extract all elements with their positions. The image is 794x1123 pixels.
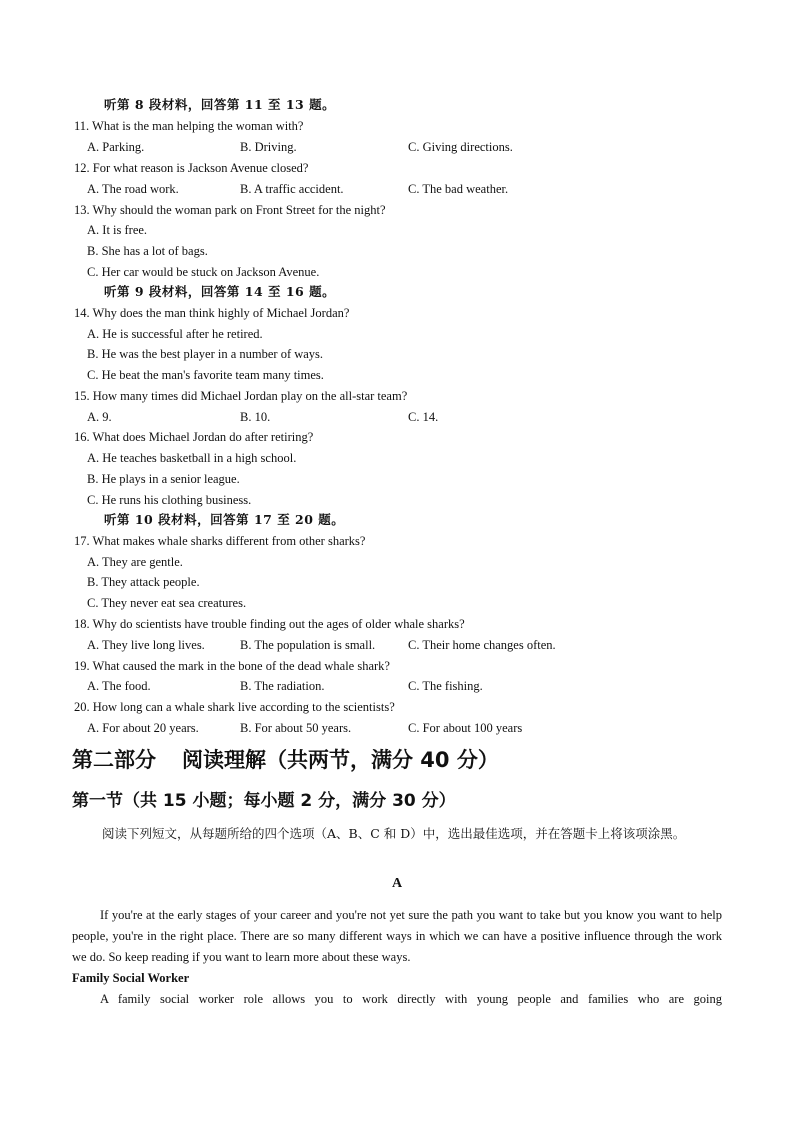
q16-option-a: A. He teaches basketball in a high school. <box>87 451 297 465</box>
question-19: 19. What caused the mark in the bone of the dead whale shark? <box>74 659 390 673</box>
question-12: 12. For what reason is Jackson Avenue closed? <box>74 161 309 175</box>
q12-option-b: B. A traffic accident. <box>240 182 344 196</box>
q19-option-c: C. The fishing. <box>408 679 483 693</box>
q18-option-b: B. The population is small. <box>240 638 376 652</box>
question-18: 18. Why do scientists have trouble finding out the ages of older whale sharks? <box>74 617 465 631</box>
passage-paragraph-1: If you're at the early stages of your career and you're not yet sure the path you want to take but you know you want to help people, you're in the right place. There are so many different ways in which we can have a positive influence through the work we do. So keep reading if you want to learn more about these ways. <box>72 908 722 964</box>
q19-option-a: A. The food. <box>87 679 151 693</box>
q18-option-a: A. They live long lives. <box>87 638 205 652</box>
q15-option-c: C. 14. <box>408 410 439 424</box>
q20-option-a: A. For about 20 years. <box>87 721 199 735</box>
q20-option-c: C. For about 100 years <box>408 721 523 735</box>
q11-option-c: C. Giving directions. <box>408 140 513 154</box>
q16-option-b: B. He plays in a senior league. <box>87 472 240 486</box>
question-13: 13. Why should the woman park on Front Street for the night? <box>74 203 386 217</box>
section-8-instruction: 听第 8 段材料，回答第 11 至 13 题。 <box>104 97 336 112</box>
passage-subheading: Family Social Worker <box>72 971 190 985</box>
question-16: 16. What does Michael Jordan do after retiring? <box>74 430 314 444</box>
q13-option-b: B. She has a lot of bags. <box>87 244 208 258</box>
section-10-instruction: 听第 10 段材料，回答第 17 至 20 题。 <box>104 512 345 527</box>
q14-option-b: B. He was the best player in a number of ways. <box>87 347 324 361</box>
question-15: 15. How many times did Michael Jordan play on the all-star team? <box>74 389 408 403</box>
q19-option-b: B. The radiation. <box>240 679 325 693</box>
q14-option-a: A. He is successful after he retired. <box>87 327 263 341</box>
question-14: 14. Why does the man think highly of Michael Jordan? <box>74 306 350 320</box>
question-11: 11. What is the man helping the woman with? <box>74 119 304 133</box>
q14-option-c: C. He beat the man's favorite team many times. <box>87 368 324 382</box>
q13-option-a: A. It is free. <box>87 223 148 237</box>
q11-option-b: B. Driving. <box>240 140 297 154</box>
passage-letter: A <box>391 876 403 891</box>
part-2-title: 阅读理解（共两节，满分 40 分） <box>182 748 499 772</box>
q16-option-c: C. He runs his clothing business. <box>87 493 252 507</box>
question-17: 17. What makes whale sharks different from other sharks? <box>74 534 366 548</box>
part-2-label: 第二部分 <box>72 748 156 772</box>
q11-option-a: A. Parking. <box>87 140 145 154</box>
q12-option-c: C. The bad weather. <box>408 182 509 196</box>
q17-option-c: C. They never eat sea creatures. <box>87 596 247 610</box>
section-9-instruction: 听第 9 段材料，回答第 14 至 16 题。 <box>104 284 336 299</box>
q15-option-a: A. 9. <box>87 410 112 424</box>
part-2-heading <box>72 746 499 774</box>
reading-instruction: 阅读下列短文，从每题所给的四个选项（A、B、C 和 D）中，选出最佳选项，并在答题卡上将该项涂黑。 <box>102 826 686 841</box>
q12-option-a: A. The road work. <box>87 182 179 196</box>
q17-option-b: B. They attack people. <box>87 575 200 589</box>
q18-option-c: C. Their home changes often. <box>408 638 556 652</box>
q13-option-c: C. Her car would be stuck on Jackson Avenue. <box>87 265 320 279</box>
question-20: 20. How long can a whale shark live according to the scientists? <box>74 700 395 714</box>
q20-option-b: B. For about 50 years. <box>240 721 352 735</box>
q17-option-a: A. They are gentle. <box>87 555 183 569</box>
section-1-heading: 第一节（共 15 小题；每小题 2 分，满分 30 分） <box>72 791 456 811</box>
q15-option-b: B. 10. <box>240 410 271 424</box>
passage-paragraph-2: A family social worker role allows you to work directly with young people and families who are going <box>100 992 722 1006</box>
